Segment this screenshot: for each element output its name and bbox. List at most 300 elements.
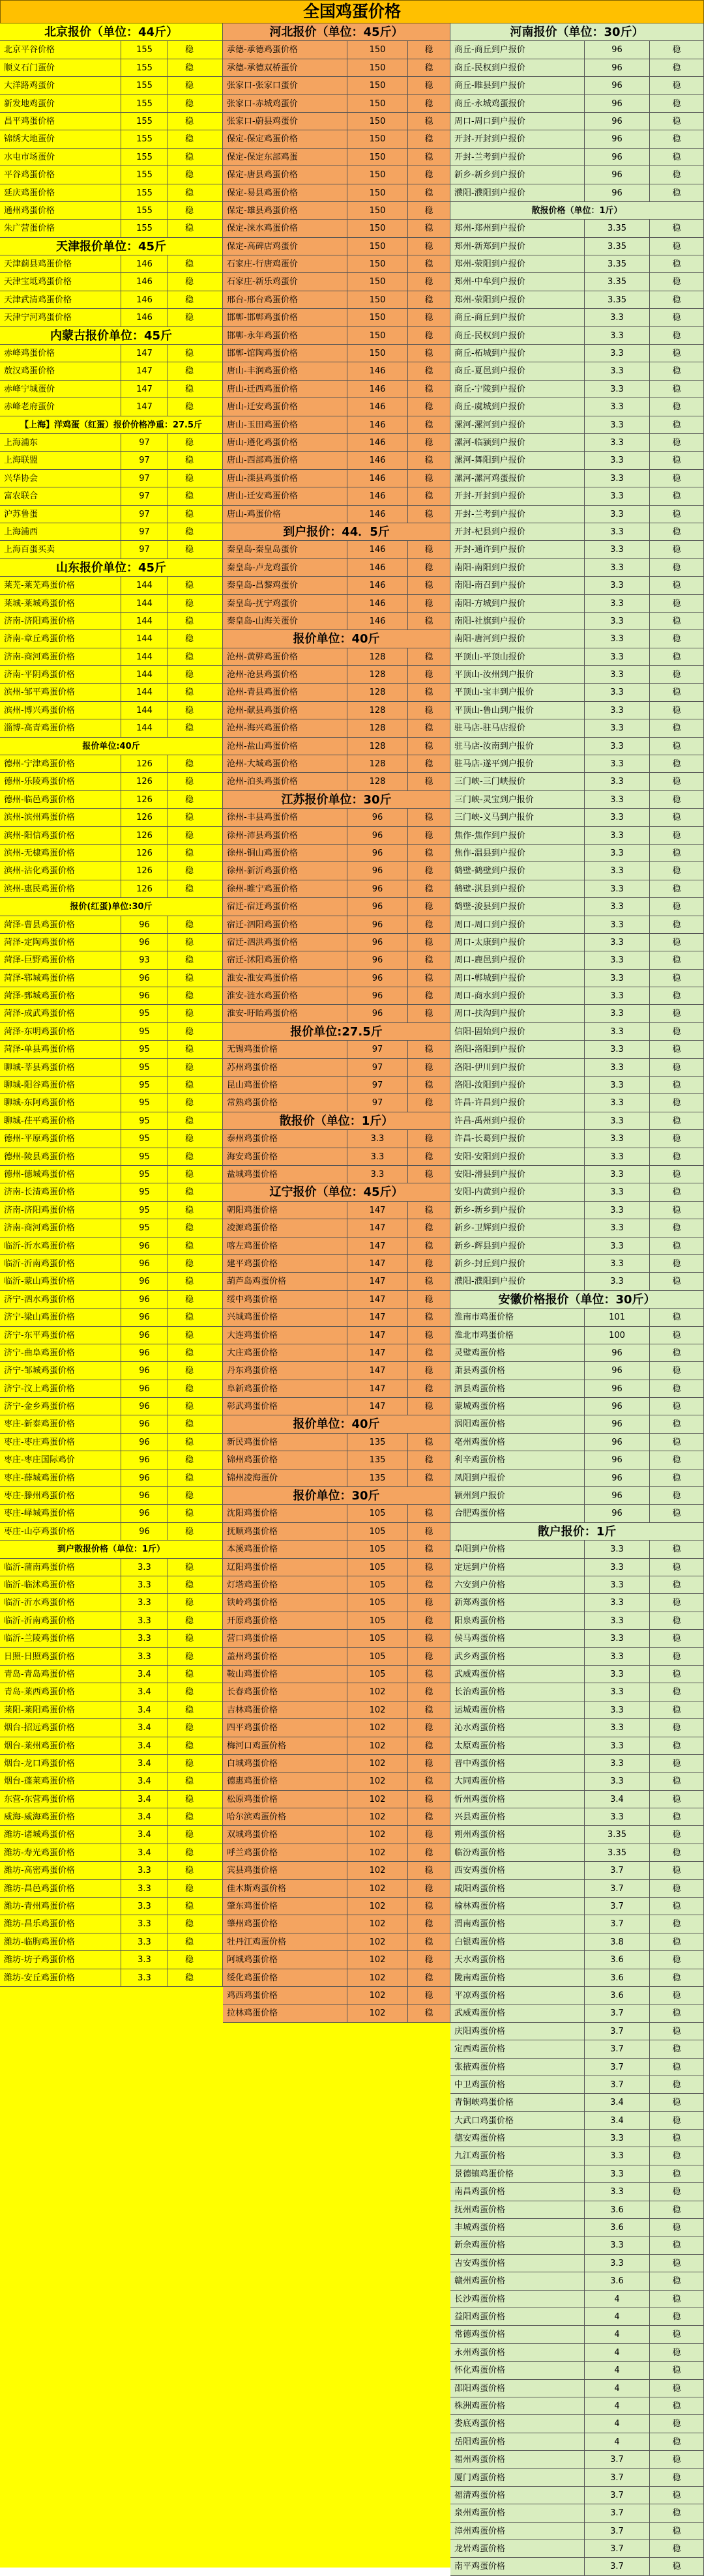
location-name: 秦皇岛-山海关蛋价 xyxy=(227,616,298,626)
trend-label: 稳 xyxy=(649,487,703,504)
trend-label: 稳 xyxy=(407,934,450,951)
trend-label: 稳 xyxy=(168,827,211,844)
price-value: 97 xyxy=(121,523,168,540)
table-row xyxy=(450,2076,704,2094)
trend-label: 稳 xyxy=(649,2433,703,2450)
trend-label: 稳 xyxy=(649,381,703,398)
location-name: 德州-陵县鸡蛋价格 xyxy=(4,1151,75,1162)
price-value: 3.3 xyxy=(584,916,649,933)
price-value: 3.3 xyxy=(584,970,649,987)
location-name: 本溪鸡蛋价格 xyxy=(227,1544,278,1555)
price-value: 3.3 xyxy=(584,2165,649,2182)
location-name: 平顶山-汝州到户报价 xyxy=(454,670,534,680)
trend-label: 稳 xyxy=(649,291,703,308)
table-row xyxy=(450,1219,704,1237)
price-value: 3.6 xyxy=(584,1951,649,1968)
trend-label: 稳 xyxy=(649,898,703,915)
location-name: 济宁-汶上鸡蛋价格 xyxy=(4,1383,75,1394)
price-value: 146 xyxy=(121,291,168,308)
trend-label: 稳 xyxy=(649,2112,703,2129)
price-value: 144 xyxy=(121,613,168,630)
price-value: 147 xyxy=(347,1398,407,1415)
location-name: 建平鸡蛋价格 xyxy=(227,1258,278,1269)
price-value: 95 xyxy=(121,1005,168,1022)
trend-label: 稳 xyxy=(407,1309,450,1325)
price-value: 96 xyxy=(121,1380,168,1397)
trend-label: 稳 xyxy=(649,934,703,951)
trend-label: 稳 xyxy=(407,1505,450,1522)
location-name: 抚州鸡蛋价格 xyxy=(454,2205,506,2215)
price-value: 150 xyxy=(347,59,407,76)
price-value: 96 xyxy=(347,845,407,861)
price-value: 3.7 xyxy=(584,2451,649,2468)
price-value: 102 xyxy=(347,1808,407,1825)
price-value: 96 xyxy=(121,1523,168,1540)
location-name: 郑州-荥阳到户报价 xyxy=(454,295,525,305)
table-row xyxy=(223,1255,450,1273)
price-value: 96 xyxy=(584,77,649,94)
trend-label: 稳 xyxy=(407,1594,450,1611)
table-row xyxy=(450,1666,704,1683)
location-name: 牡丹江鸡蛋价格 xyxy=(227,1937,287,1947)
trend-label: 稳 xyxy=(649,1077,703,1093)
table-row xyxy=(223,220,450,237)
location-name: 苏州鸡蛋价格 xyxy=(227,1062,278,1073)
trend-label: 稳 xyxy=(649,1237,703,1254)
location-name: 大连鸡蛋价格 xyxy=(227,1330,278,1340)
price-value: 3.3 xyxy=(584,1808,649,1825)
section-header: 报价单位：30斤 xyxy=(223,1487,450,1505)
location-name: 亳州鸡蛋价格 xyxy=(454,1437,506,1447)
trend-label: 稳 xyxy=(168,648,211,665)
price-value: 150 xyxy=(347,77,407,94)
location-name: 淄博-高青鸡蛋价格 xyxy=(4,723,75,734)
price-value: 3.3 xyxy=(584,1701,649,1718)
section-header: 北京报价（单位：44斤） xyxy=(0,23,223,41)
price-value: 3.6 xyxy=(584,2201,649,2218)
price-value: 135 xyxy=(347,1451,407,1468)
price-value: 4 xyxy=(584,2344,649,2361)
price-value: 102 xyxy=(347,1683,407,1700)
table-row xyxy=(450,773,704,790)
location-name: 阜阳到户价格 xyxy=(454,1544,506,1555)
column-middle xyxy=(223,23,450,2023)
price-value: 150 xyxy=(347,273,407,290)
trend-label: 稳 xyxy=(649,2219,703,2236)
location-name: 烟台-蓬莱鸡蛋价格 xyxy=(4,1776,75,1787)
price-value: 3.4 xyxy=(121,1737,168,1754)
location-name: 濮阳-濮阳到户报价 xyxy=(454,1277,525,1287)
location-name: 岳阳鸡蛋价格 xyxy=(454,2437,506,2447)
price-value: 3.7 xyxy=(584,2504,649,2521)
section-header: 到户报价：44．5斤 xyxy=(223,523,450,541)
location-name: 徐州-铜山鸡蛋价格 xyxy=(227,848,298,858)
table-row xyxy=(450,809,704,826)
location-name: 南阳-南召到户报价 xyxy=(454,581,525,591)
price-value: 4 xyxy=(584,2326,649,2343)
price-value: 3.3 xyxy=(584,880,649,897)
table-row xyxy=(450,1541,704,1558)
table-row xyxy=(450,1737,704,1755)
price-value: 3.3 xyxy=(584,2183,649,2200)
location-name: 邯郸-馆陶鸡蛋价格 xyxy=(227,349,298,359)
table-row xyxy=(223,1273,450,1290)
trend-label: 稳 xyxy=(649,1434,703,1451)
trend-label: 稳 xyxy=(407,1059,450,1076)
table-row xyxy=(223,1059,450,1077)
table-row xyxy=(0,1112,223,1130)
location-name: 天水鸡蛋价格 xyxy=(454,1955,506,1965)
trend-label: 稳 xyxy=(407,452,450,469)
price-value: 3.3 xyxy=(121,1612,168,1629)
price-value: 3.3 xyxy=(584,951,649,968)
price-value: 146 xyxy=(347,595,407,612)
price-value: 3.3 xyxy=(584,1130,649,1147)
trend-label: 稳 xyxy=(649,2040,703,2057)
price-value: 3.4 xyxy=(121,1826,168,1843)
table-row xyxy=(223,1844,450,1862)
trend-label: 稳 xyxy=(407,309,450,326)
table-row xyxy=(223,880,450,898)
location-name: 安阳-滑县到户报价 xyxy=(454,1170,525,1179)
trend-label: 稳 xyxy=(649,987,703,1004)
trend-label: 稳 xyxy=(649,1559,703,1576)
location-name: 大同鸡蛋价格 xyxy=(454,1776,506,1787)
table-row xyxy=(450,1237,704,1255)
trend-label: 稳 xyxy=(407,1362,450,1379)
trend-label: 稳 xyxy=(407,648,450,665)
trend-label: 稳 xyxy=(649,2362,703,2379)
price-value: 126 xyxy=(121,773,168,790)
location-name: 济南-章丘鸡蛋价格 xyxy=(4,634,75,644)
trend-label: 稳 xyxy=(168,113,211,130)
table-row xyxy=(223,2004,450,2022)
location-name: 济宁-曲阜鸡蛋价格 xyxy=(4,1348,75,1358)
table-row xyxy=(450,1594,704,1612)
table-row xyxy=(450,59,704,77)
location-name: 许昌-许昌到户报价 xyxy=(454,1098,525,1108)
trend-label: 稳 xyxy=(168,595,211,612)
trend-label: 稳 xyxy=(168,1612,211,1629)
trend-label: 稳 xyxy=(168,166,211,183)
location-name: 张家口-蔚县鸡蛋价 xyxy=(227,116,298,126)
trend-label: 稳 xyxy=(168,1773,211,1789)
price-value: 96 xyxy=(121,1237,168,1254)
table-row xyxy=(450,95,704,113)
location-name: 潍坊-青州鸡蛋价格 xyxy=(4,1902,75,1912)
location-name: 利辛鸡蛋价格 xyxy=(454,1455,506,1466)
location-name: 开封-兰考到户报价 xyxy=(454,152,525,162)
location-name: 周口-郸城到户报价 xyxy=(454,973,525,983)
table-row xyxy=(450,951,704,969)
trend-label: 稳 xyxy=(649,595,703,612)
table-row xyxy=(450,1719,704,1737)
table-row xyxy=(450,273,704,291)
table-row xyxy=(0,1826,223,1844)
location-name: 大庄鸡蛋价格 xyxy=(227,1348,278,1358)
table-row xyxy=(0,1951,223,1969)
section-header: 辽宁报价（单位：45斤） xyxy=(223,1183,450,1201)
trend-label: 稳 xyxy=(649,416,703,433)
trend-label: 稳 xyxy=(649,2308,703,2325)
table-row xyxy=(450,506,704,523)
trend-label: 稳 xyxy=(407,1434,450,1451)
location-name: 淮北市鸡蛋价格 xyxy=(454,1330,514,1340)
price-value: 155 xyxy=(121,202,168,219)
price-value: 102 xyxy=(347,2004,407,2021)
trend-label: 稳 xyxy=(168,1237,211,1254)
trend-label: 稳 xyxy=(168,291,211,308)
trend-label: 稳 xyxy=(168,1166,211,1183)
trend-label: 稳 xyxy=(407,1469,450,1486)
location-name: 商丘-民权到户报价 xyxy=(454,330,525,341)
table-row xyxy=(223,1362,450,1380)
trend-label: 稳 xyxy=(168,398,211,415)
price-value: 3.4 xyxy=(121,1844,168,1861)
table-row xyxy=(223,1380,450,1398)
trend-label: 稳 xyxy=(407,1880,450,1897)
price-value: 3.3 xyxy=(584,2147,649,2164)
price-value: 147 xyxy=(121,381,168,398)
location-name: 安阳-内黄到户报价 xyxy=(454,1187,525,1198)
price-value: 3.7 xyxy=(584,2540,649,2557)
price-value: 3.3 xyxy=(584,2130,649,2147)
location-name: 保定-高碑店鸡蛋价 xyxy=(227,241,298,252)
price-value: 95 xyxy=(121,1130,168,1147)
trend-label: 稳 xyxy=(168,470,211,487)
table-row xyxy=(450,648,704,666)
location-name: 烟台-龙口鸡蛋价格 xyxy=(4,1758,75,1769)
price-value: 102 xyxy=(347,1915,407,1932)
trend-label: 稳 xyxy=(168,130,211,147)
location-name: 聊城-莘县鸡蛋价格 xyxy=(4,1062,75,1073)
table-row xyxy=(223,809,450,826)
table-row xyxy=(223,184,450,202)
location-name: 唐山-迁西鸡蛋价格 xyxy=(227,384,298,394)
table-row xyxy=(223,1094,450,1112)
location-name: 滨州-惠民鸡蛋价格 xyxy=(4,884,75,894)
trend-label: 稳 xyxy=(168,1826,211,1843)
location-name: 漯河-漯河到户报价 xyxy=(454,420,525,430)
location-name: 长春鸡蛋价格 xyxy=(227,1687,278,1698)
price-value: 147 xyxy=(121,362,168,379)
price-value: 96 xyxy=(347,809,407,826)
location-name: 临沂-蒙山鸡蛋价格 xyxy=(4,1277,75,1287)
location-name: 沧州-海兴鸡蛋价格 xyxy=(227,723,298,734)
price-value: 4 xyxy=(584,2433,649,2450)
price-value: 3.3 xyxy=(584,862,649,879)
table-row xyxy=(450,1451,704,1469)
price-value: 146 xyxy=(347,541,407,558)
trend-label: 稳 xyxy=(168,487,211,504)
price-value: 102 xyxy=(347,1969,407,1986)
location-name: 秦皇岛-卢龙鸡蛋价 xyxy=(227,562,298,573)
table-row xyxy=(450,2451,704,2468)
price-value: 96 xyxy=(347,880,407,897)
location-name: 开封-开封到户报价 xyxy=(454,134,525,145)
trend-label: 稳 xyxy=(649,1130,703,1147)
table-row xyxy=(0,452,223,469)
location-name: 南阳-唐河到户报价 xyxy=(454,634,525,644)
trend-label: 稳 xyxy=(649,916,703,933)
price-value: 3.3 xyxy=(584,1237,649,1254)
trend-label: 稳 xyxy=(649,220,703,237)
trend-label: 稳 xyxy=(649,1701,703,1718)
location-name: 忻州鸡蛋价格 xyxy=(454,1794,506,1804)
trend-label: 稳 xyxy=(168,1112,211,1129)
trend-label: 稳 xyxy=(649,345,703,362)
location-name: 怀化鸡蛋价格 xyxy=(454,2366,506,2376)
trend-label: 稳 xyxy=(407,1219,450,1236)
price-value: 102 xyxy=(347,1933,407,1950)
price-value: 126 xyxy=(121,845,168,861)
price-value: 147 xyxy=(347,1362,407,1379)
table-row xyxy=(223,916,450,934)
location-name: 莱城-莱城鸡蛋价格 xyxy=(4,598,75,609)
table-row xyxy=(450,880,704,898)
location-name: 唐山-遵化鸡蛋价格 xyxy=(227,437,298,448)
table-row xyxy=(0,1755,223,1773)
location-name: 济南-济阳鸡蛋价格 xyxy=(4,1205,75,1215)
trend-label: 稳 xyxy=(649,1951,703,1968)
table-row xyxy=(223,648,450,666)
trend-label: 稳 xyxy=(649,2004,703,2021)
trend-label: 稳 xyxy=(407,41,450,58)
price-value: 96 xyxy=(121,1434,168,1451)
location-name: 秦皇岛-昌黎鸡蛋价 xyxy=(227,581,298,591)
table-row xyxy=(223,452,450,469)
table-row xyxy=(450,1612,704,1630)
location-name: 临沂-临沭鸡蛋价格 xyxy=(4,1580,75,1590)
price-value: 105 xyxy=(347,1630,407,1647)
table-row xyxy=(450,1755,704,1773)
trend-label: 稳 xyxy=(168,862,211,879)
table-row xyxy=(223,827,450,845)
table-row xyxy=(450,2272,704,2290)
location-name: 潍坊-高密鸡蛋价格 xyxy=(4,1866,75,1876)
trend-label: 稳 xyxy=(407,238,450,255)
price-value: 102 xyxy=(347,1791,407,1808)
table-row xyxy=(223,291,450,309)
location-name: 丰城鸡蛋价格 xyxy=(454,2223,506,2233)
table-row xyxy=(0,1559,223,1576)
price-value: 3.3 xyxy=(584,327,649,344)
trend-label: 稳 xyxy=(649,1112,703,1129)
location-name: 焦作-温县到户报价 xyxy=(454,848,525,858)
table-row xyxy=(223,113,450,130)
price-value: 3.3 xyxy=(584,809,649,826)
location-name: 菏泽-单县鸡蛋价格 xyxy=(4,1045,75,1055)
location-name: 水屯市场蛋价 xyxy=(4,152,55,162)
column-left xyxy=(0,23,223,1987)
trend-label: 稳 xyxy=(407,1844,450,1861)
price-value: 105 xyxy=(347,1523,407,1540)
table-row xyxy=(450,738,704,755)
trend-label: 稳 xyxy=(407,1648,450,1665)
price-value: 4 xyxy=(584,2362,649,2379)
price-value: 105 xyxy=(347,1576,407,1593)
price-value: 150 xyxy=(347,345,407,362)
price-value: 102 xyxy=(347,1701,407,1718)
price-value: 96 xyxy=(584,59,649,76)
section-header: 报价(红蛋)单位:30斤 xyxy=(0,898,223,916)
location-name: 许昌-长葛到户报价 xyxy=(454,1134,525,1144)
location-name: 郑州-荥阳到户报价 xyxy=(454,259,525,270)
table-row xyxy=(450,327,704,345)
location-name: 九江鸡蛋价格 xyxy=(454,2151,506,2162)
table-row xyxy=(450,1915,704,1933)
trend-label: 稳 xyxy=(168,755,211,772)
price-value: 4 xyxy=(584,2308,649,2325)
price-value: 150 xyxy=(347,255,407,272)
table-row xyxy=(450,2380,704,2397)
table-row xyxy=(223,595,450,613)
table-row xyxy=(223,1987,450,2004)
location-name: 潍坊-寿光鸡蛋价格 xyxy=(4,1847,75,1858)
trend-label: 稳 xyxy=(407,1166,450,1183)
table-row xyxy=(450,1469,704,1487)
trend-label: 稳 xyxy=(407,255,450,272)
price-value: 3.3 xyxy=(584,1202,649,1219)
price-value: 3.4 xyxy=(584,1791,649,1808)
price-value: 95 xyxy=(121,1183,168,1200)
trend-label: 稳 xyxy=(407,1826,450,1843)
trend-label: 稳 xyxy=(649,791,703,808)
trend-label: 稳 xyxy=(649,970,703,987)
table-row xyxy=(450,149,704,166)
trend-label: 稳 xyxy=(407,1202,450,1219)
table-row xyxy=(0,684,223,701)
location-name: 商丘-民权到户报价 xyxy=(454,63,525,73)
location-name: 昌平鸡蛋价格 xyxy=(4,116,55,126)
trend-label: 稳 xyxy=(649,149,703,166)
price-value: 3.3 xyxy=(347,1130,407,1147)
price-value: 155 xyxy=(121,220,168,237)
trend-label: 稳 xyxy=(407,113,450,130)
table-row xyxy=(450,416,704,434)
trend-label: 稳 xyxy=(649,2415,703,2432)
table-row xyxy=(0,1380,223,1398)
table-row xyxy=(450,1309,704,1326)
price-value: 3.4 xyxy=(584,2112,649,2129)
table-row xyxy=(223,416,450,434)
trend-label: 稳 xyxy=(649,470,703,487)
location-name: 娄底鸡蛋价格 xyxy=(454,2419,506,2429)
trend-label: 稳 xyxy=(407,1808,450,1825)
location-name: 许昌-禹州到户报价 xyxy=(454,1116,525,1126)
trend-label: 稳 xyxy=(168,577,211,594)
price-value: 97 xyxy=(347,1059,407,1076)
price-value: 3.3 xyxy=(584,541,649,558)
trend-label: 稳 xyxy=(407,273,450,290)
location-name: 沧州-泊头鸡蛋价格 xyxy=(227,777,298,787)
table-row xyxy=(223,1826,450,1844)
table-row xyxy=(0,702,223,719)
table-row xyxy=(223,345,450,362)
location-name: 宿迁-泗阳鸡蛋价格 xyxy=(227,919,298,930)
table-row xyxy=(223,755,450,773)
price-value: 3.3 xyxy=(584,1719,649,1736)
location-name: 枣庄-枣庄鸡蛋价格 xyxy=(4,1437,75,1447)
trend-label: 稳 xyxy=(407,755,450,772)
trend-label: 稳 xyxy=(649,309,703,326)
table-row xyxy=(450,827,704,845)
trend-label: 稳 xyxy=(649,166,703,183)
table-row xyxy=(223,934,450,951)
trend-label: 稳 xyxy=(649,1844,703,1861)
trend-label: 稳 xyxy=(407,1719,450,1736)
trend-label: 稳 xyxy=(168,1059,211,1076)
